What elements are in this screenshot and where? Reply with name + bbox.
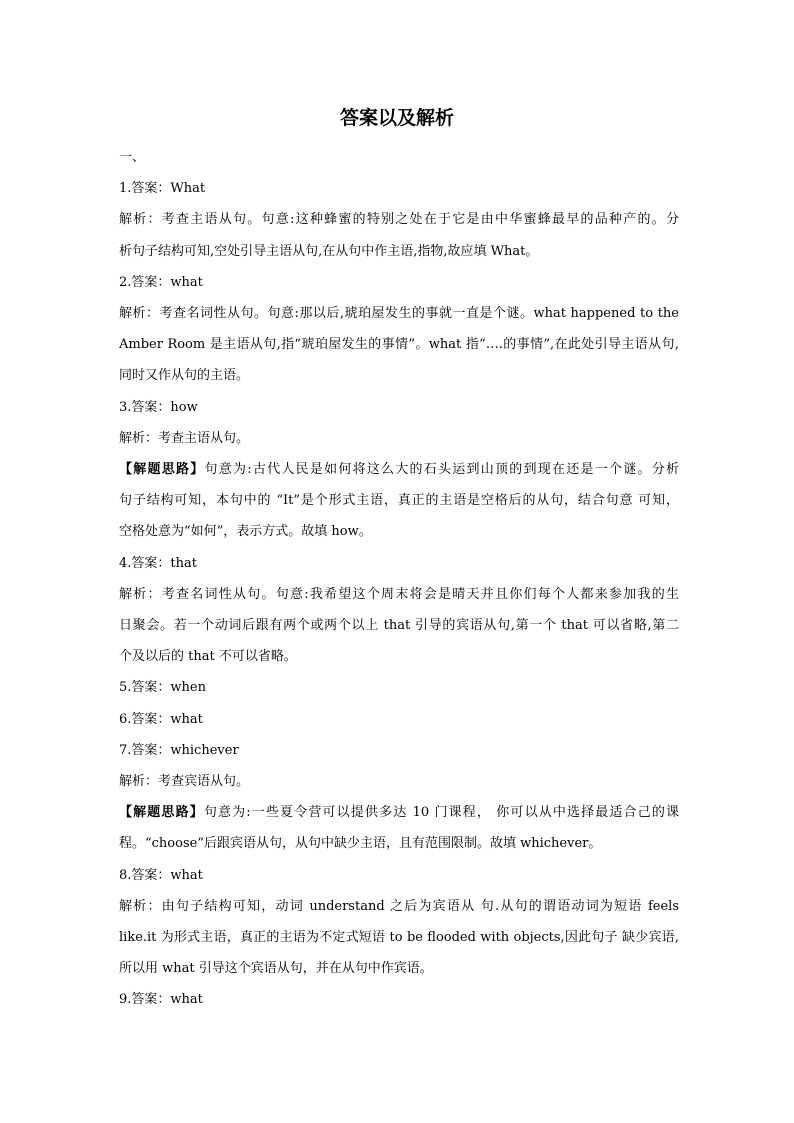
answer-line: 4.答案：that [119, 555, 197, 571]
solution-marker: 【解题思路】 [119, 461, 205, 477]
answer-content [119, 142, 679, 1016]
answer-line: 7.答案：whichever [119, 742, 239, 758]
answer-line: 8.答案：what [119, 867, 203, 883]
analysis-line: 解析：考查主语从句。句意:这种蜂蜜的特别之处在于它是由中华蜜蜂最早的品种产的。分 [119, 212, 679, 228]
analysis-line: 析句子结构可知,空处引导主语从句,在从句中作主语,指物,故应填 What。 [119, 243, 539, 259]
analysis-line: 解析：考查宾语从句。 [119, 773, 250, 789]
analysis-line: 解析：考查主语从句。 [119, 430, 250, 446]
answer-line: 1.答案：What [119, 181, 206, 197]
solution-line: 程。“choose”后跟宾语从句，从句中缺少主语，且有范围限制。故填 whichever。 [119, 836, 602, 852]
page-title: 答案以及解析 [339, 107, 454, 129]
analysis-line: 个及以后的 that 不可以省略。 [119, 649, 297, 665]
analysis-line: 解析：考查名词性从句。句意:那以后,琥珀屋发生的事就一直是个谜。what happened to the [119, 306, 679, 321]
analysis-line: 解析：由句子结构可知，动词 understand 之后为宾语从 句.从句的谓语动词为短语 feels [119, 898, 679, 914]
solution-marker: 【解题思路】 [119, 805, 204, 821]
answer-line: 3.答案：how [119, 399, 198, 415]
analysis-line: like.it 为形式主语，真正的主语为不定式短语 to be flooded with objects,因此句子 缺少宾语, [119, 929, 679, 945]
analysis-line: Amber Room 是主语从句,指“琥珀屋发生的事情”。what 指“….的事情”,在此处引导主语从句, [119, 337, 679, 353]
solution-line: 空格处意为“如何”，表示方式。故填 how。 [119, 524, 372, 540]
solution-line: 【解题思路】句意为:一些夏令营可以提供多达 10 门课程， 你可以从中选择最适合己的课 [119, 805, 679, 821]
answer-line: 5.答案：when [119, 680, 206, 696]
analysis-line: 同时又作从句的主语。 [119, 368, 250, 384]
section-heading: 一、 [119, 150, 146, 165]
answer-line: 6.答案：what [119, 711, 203, 727]
solution-line: 【解题思路】句意为:古代人民是如何将这么大的石头运到山顶的到现在还是一个谜。分析 [119, 461, 679, 477]
analysis-line: 解析：考查名词性从句。句意:我希望这个周末将会是晴天并且你们每个人都来参加我的生 [119, 586, 679, 602]
analysis-line: 所以用 what 引导这个宾语从句，并在从句中作宾语。 [119, 961, 433, 977]
answer-line: 9.答案：what [119, 992, 203, 1008]
analysis-line: 日聚会。若一个动词后跟有两个或两个以上 that 引导的宾语从句,第一个 that 可以省略,第二 [119, 617, 679, 633]
solution-line: 句子结构可知，本句中的 “It”是个形式主语，真正的主语是空格后的从句，结合句意 可知， [119, 493, 679, 509]
answer-line: 2.答案：what [119, 274, 203, 290]
